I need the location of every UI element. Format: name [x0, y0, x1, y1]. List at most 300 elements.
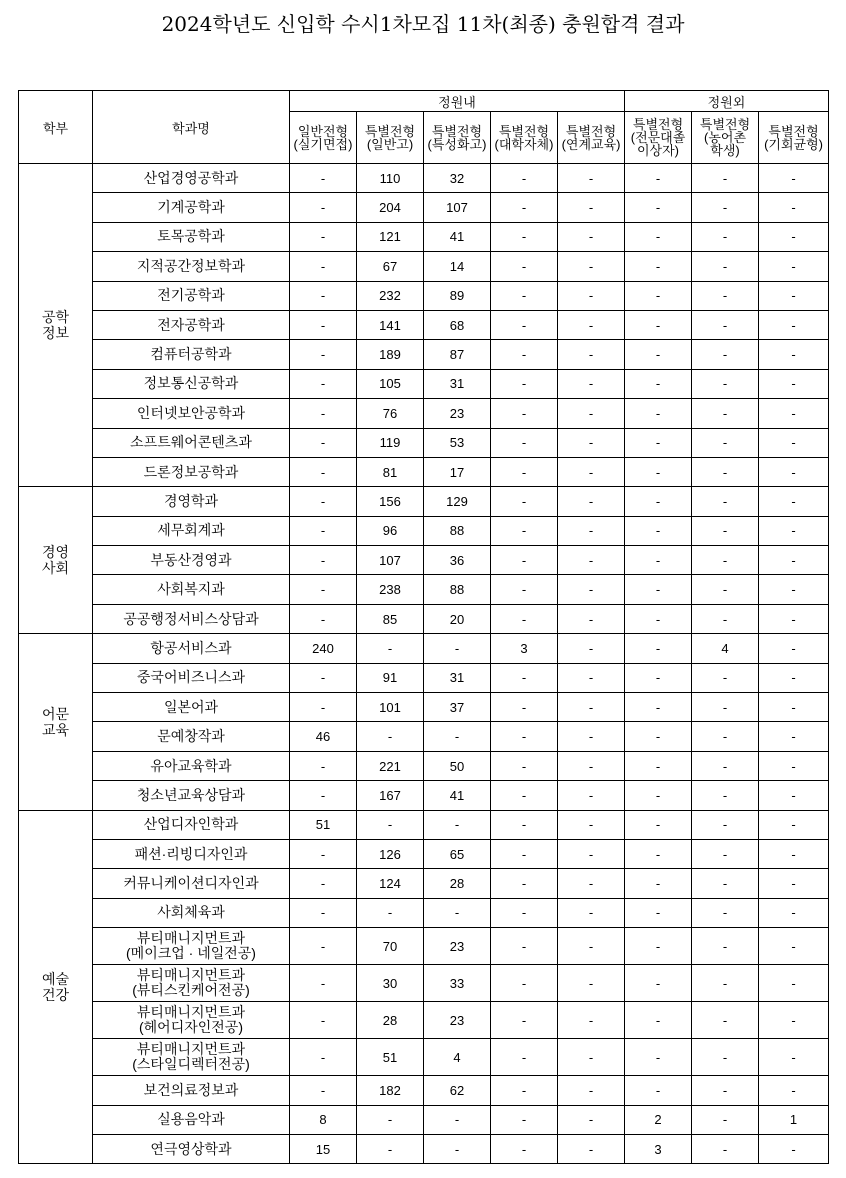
count-cell: -	[558, 965, 625, 1002]
count-cell: -	[491, 222, 558, 251]
table-row	[19, 252, 829, 281]
count-cell: 89	[424, 281, 491, 310]
count-cell: -	[759, 869, 829, 898]
count-cell: 23	[424, 928, 491, 965]
major-name-line: 문예창작과	[157, 728, 225, 745]
count-cell: -	[759, 428, 829, 457]
count-cell: -	[692, 487, 759, 516]
major-name-cell	[93, 781, 290, 810]
count-cell: -	[759, 965, 829, 1002]
major-name-cell	[93, 722, 290, 751]
admission-type-line: 특별전형	[768, 123, 819, 139]
major-name-cell	[93, 399, 290, 428]
count-cell: 88	[424, 516, 491, 545]
count-cell: 3	[491, 634, 558, 663]
count-cell: -	[692, 428, 759, 457]
table-header	[19, 91, 829, 164]
count-cell: -	[357, 810, 424, 839]
count-cell: 96	[357, 516, 424, 545]
count-cell: -	[558, 810, 625, 839]
major-name-cell	[93, 487, 290, 516]
count-cell: -	[625, 369, 692, 398]
admission-type-line: 학생)	[710, 143, 740, 158]
major-name-cell	[93, 281, 290, 310]
count-cell: -	[625, 428, 692, 457]
table-row	[19, 693, 829, 722]
count-cell: -	[491, 369, 558, 398]
count-cell: -	[357, 898, 424, 927]
count-cell: -	[625, 487, 692, 516]
page-title: 2024학년도 신입학 수시1차모집 11차(최종) 충원합격 결과	[161, 12, 685, 36]
count-cell: -	[692, 869, 759, 898]
count-cell: -	[290, 1076, 357, 1105]
count-cell: -	[625, 516, 692, 545]
count-cell: -	[692, 516, 759, 545]
count-cell: -	[558, 457, 625, 486]
count-cell: 17	[424, 457, 491, 486]
table-row	[19, 928, 829, 965]
count-cell: -	[625, 252, 692, 281]
count-cell: -	[759, 340, 829, 369]
count-cell: -	[759, 928, 829, 965]
division-cell	[19, 634, 93, 810]
major-name-cell	[93, 575, 290, 604]
count-cell: -	[290, 164, 357, 193]
count-cell: -	[759, 1039, 829, 1076]
count-cell: 105	[357, 369, 424, 398]
count-cell: -	[290, 693, 357, 722]
major-name-line: 소프트웨어콘텐츠과	[130, 434, 252, 451]
admission-type-line: (연계교육)	[561, 136, 621, 152]
count-cell: 50	[424, 751, 491, 780]
count-cell: 68	[424, 310, 491, 339]
count-cell: -	[625, 898, 692, 927]
major-name-cell	[93, 164, 290, 193]
count-cell: -	[759, 516, 829, 545]
major-name-cell	[93, 369, 290, 398]
count-cell: -	[290, 340, 357, 369]
count-cell: -	[491, 1002, 558, 1039]
count-cell: -	[558, 369, 625, 398]
count-cell: -	[558, 1134, 625, 1163]
count-cell: -	[759, 193, 829, 222]
count-cell: -	[491, 722, 558, 751]
count-cell: -	[692, 369, 759, 398]
major-name-line: 정보통신공학과	[143, 375, 239, 392]
count-cell: -	[759, 1002, 829, 1039]
count-cell: -	[625, 663, 692, 692]
count-cell: 41	[424, 781, 491, 810]
admission-type-header	[357, 112, 424, 164]
count-cell: -	[692, 965, 759, 1002]
count-cell: -	[290, 1039, 357, 1076]
count-cell: 28	[357, 1002, 424, 1039]
major-name-line: 기계공학과	[157, 199, 225, 216]
major-name-cell	[93, 928, 290, 965]
count-cell: -	[357, 722, 424, 751]
major-name-line: 뷰티매니지먼트과	[136, 930, 246, 947]
major-name-cell	[93, 516, 290, 545]
count-cell: -	[692, 1105, 759, 1134]
count-cell: -	[625, 164, 692, 193]
major-name-cell	[93, 810, 290, 839]
major-name-cell	[93, 663, 290, 692]
count-cell: -	[491, 810, 558, 839]
count-cell: -	[692, 751, 759, 780]
count-cell: -	[558, 193, 625, 222]
admission-type-header	[558, 112, 625, 164]
major-name-line: 중국어비즈니스과	[136, 669, 246, 686]
table-row	[19, 193, 829, 222]
count-cell: 8	[290, 1105, 357, 1134]
admission-type-line: 특별전형	[364, 123, 416, 139]
count-cell: -	[357, 1105, 424, 1134]
count-cell: -	[692, 693, 759, 722]
admission-type-header	[692, 112, 759, 164]
admission-type-line: (특성화고)	[427, 136, 487, 152]
count-cell: -	[491, 281, 558, 310]
admission-type-header	[491, 112, 558, 164]
major-name-line: 유아교육학과	[150, 757, 232, 774]
table-row	[19, 575, 829, 604]
count-cell: 240	[290, 634, 357, 663]
admission-type-line: 특별전형	[431, 123, 483, 139]
count-cell: 4	[424, 1039, 491, 1076]
count-cell: -	[558, 781, 625, 810]
admission-type-header	[759, 112, 829, 164]
count-cell: -	[759, 487, 829, 516]
count-cell: -	[625, 751, 692, 780]
count-cell: 110	[357, 164, 424, 193]
count-cell: -	[759, 222, 829, 251]
count-cell: -	[759, 1134, 829, 1163]
count-cell: -	[692, 663, 759, 692]
count-cell: -	[424, 722, 491, 751]
count-cell: -	[558, 1002, 625, 1039]
major-name-cell	[93, 252, 290, 281]
major-name-line: 부동산경영과	[150, 551, 232, 568]
count-cell: 167	[357, 781, 424, 810]
major-name-line: 보건의료정보과	[143, 1081, 239, 1098]
count-cell: -	[625, 1039, 692, 1076]
count-cell: 129	[424, 487, 491, 516]
count-cell: 28	[424, 869, 491, 898]
admission-type-line: 특별전형	[565, 123, 617, 139]
count-cell: -	[491, 516, 558, 545]
count-cell: -	[491, 965, 558, 1002]
count-cell: -	[692, 928, 759, 965]
major-name-line: 컴퓨터공학과	[150, 346, 232, 363]
table-row	[19, 1039, 829, 1076]
major-name-line: 인터넷보안공학과	[136, 404, 246, 421]
count-cell: -	[759, 546, 829, 575]
count-cell: -	[558, 634, 625, 663]
count-cell: -	[692, 810, 759, 839]
division-name-line: 어문	[41, 705, 70, 722]
admission-type-line: 일반전형	[297, 123, 349, 139]
count-cell: -	[491, 1134, 558, 1163]
count-cell: -	[290, 516, 357, 545]
major-name-line: (헤어디자인전공)	[139, 1019, 243, 1036]
table-row	[19, 810, 829, 839]
division-name-line: 정보	[41, 325, 70, 342]
outside-quota-header: 정원외	[625, 91, 829, 112]
count-cell: 51	[290, 810, 357, 839]
count-cell: -	[625, 810, 692, 839]
count-cell: -	[558, 487, 625, 516]
division-name-line: 경영	[41, 544, 70, 561]
count-cell: -	[759, 457, 829, 486]
count-cell: -	[491, 839, 558, 868]
within-quota-header: 정원내	[290, 91, 625, 112]
count-cell: -	[692, 898, 759, 927]
count-cell: 41	[424, 222, 491, 251]
major-name-cell	[93, 1002, 290, 1039]
major-name-cell	[93, 1039, 290, 1076]
count-cell: -	[625, 546, 692, 575]
count-cell: -	[625, 869, 692, 898]
major-name-cell	[93, 898, 290, 927]
table-row	[19, 1076, 829, 1105]
count-cell: -	[558, 281, 625, 310]
count-cell: 23	[424, 1002, 491, 1039]
count-cell: -	[759, 252, 829, 281]
major-name-cell	[93, 193, 290, 222]
count-cell: -	[424, 810, 491, 839]
count-cell: -	[424, 634, 491, 663]
admission-type-line: 특별전형	[699, 117, 751, 132]
table-row	[19, 369, 829, 398]
count-cell: 46	[290, 722, 357, 751]
count-cell: -	[692, 1039, 759, 1076]
count-cell: 189	[357, 340, 424, 369]
major-name-line: 토목공학과	[157, 228, 225, 245]
count-cell: -	[759, 810, 829, 839]
count-cell: -	[625, 281, 692, 310]
count-cell: -	[290, 222, 357, 251]
major-name-line: 뷰티매니지먼트과	[136, 967, 246, 984]
count-cell: 23	[424, 399, 491, 428]
count-cell: -	[558, 898, 625, 927]
admission-type-line: 특별전형	[632, 117, 684, 132]
table-row	[19, 457, 829, 486]
count-cell: 31	[424, 369, 491, 398]
col-major-header: 학과명	[93, 91, 290, 164]
admission-results-table	[18, 90, 829, 1164]
major-name-line: 항공서비스과	[150, 639, 232, 656]
count-cell: -	[625, 399, 692, 428]
count-cell: 76	[357, 399, 424, 428]
table-row	[19, 222, 829, 251]
count-cell: -	[290, 898, 357, 927]
count-cell: 4	[692, 634, 759, 663]
division-name-line: 공학	[41, 309, 70, 326]
count-cell: -	[692, 457, 759, 486]
count-cell: 107	[357, 546, 424, 575]
count-cell: -	[491, 575, 558, 604]
division-cell	[19, 164, 93, 487]
major-name-line: 청소년교육상담과	[136, 786, 246, 803]
major-name-cell	[93, 457, 290, 486]
admission-type-line: (기회균형)	[764, 136, 823, 152]
major-name-cell	[93, 751, 290, 780]
count-cell: -	[290, 575, 357, 604]
major-name-line: (메이크업 · 네일전공)	[126, 945, 256, 962]
count-cell: -	[558, 722, 625, 751]
count-cell: -	[558, 663, 625, 692]
count-cell: -	[491, 1105, 558, 1134]
table-row	[19, 663, 829, 692]
count-cell: 20	[424, 604, 491, 633]
major-name-line: 뷰티매니지먼트과	[136, 1004, 246, 1021]
count-cell: -	[625, 693, 692, 722]
major-name-cell	[93, 310, 290, 339]
count-cell: -	[625, 575, 692, 604]
count-cell: -	[558, 399, 625, 428]
col-division-header: 학부	[19, 91, 93, 164]
count-cell: -	[625, 1076, 692, 1105]
count-cell: -	[759, 898, 829, 927]
count-cell: -	[759, 781, 829, 810]
count-cell: -	[692, 604, 759, 633]
count-cell: -	[491, 898, 558, 927]
count-cell: -	[357, 1134, 424, 1163]
count-cell: -	[290, 965, 357, 1002]
admission-type-header	[290, 112, 357, 164]
count-cell: -	[290, 310, 357, 339]
count-cell: -	[625, 1002, 692, 1039]
count-cell: 15	[290, 1134, 357, 1163]
count-cell: 62	[424, 1076, 491, 1105]
count-cell: -	[491, 310, 558, 339]
major-name-line: 전기공학과	[157, 287, 225, 304]
count-cell: -	[290, 869, 357, 898]
count-cell: -	[625, 781, 692, 810]
count-cell: 31	[424, 663, 491, 692]
count-cell: -	[491, 928, 558, 965]
count-cell: -	[290, 252, 357, 281]
admission-type-line: (일반고)	[366, 136, 414, 152]
table-row	[19, 869, 829, 898]
count-cell: -	[625, 193, 692, 222]
count-cell: -	[558, 340, 625, 369]
major-name-line: 세무회계과	[157, 522, 225, 539]
count-cell: -	[290, 193, 357, 222]
count-cell: -	[759, 164, 829, 193]
major-name-line: 뷰티매니지먼트과	[136, 1041, 246, 1058]
admission-type-line: 이상자)	[637, 143, 680, 158]
count-cell: -	[625, 722, 692, 751]
count-cell: 33	[424, 965, 491, 1002]
count-cell: 85	[357, 604, 424, 633]
count-cell: -	[625, 928, 692, 965]
count-cell: 182	[357, 1076, 424, 1105]
count-cell: -	[491, 428, 558, 457]
table-row	[19, 781, 829, 810]
count-cell: -	[290, 281, 357, 310]
table-row	[19, 164, 829, 193]
admission-type-header	[625, 112, 692, 164]
count-cell: -	[558, 751, 625, 780]
division-cell	[19, 810, 93, 1164]
division-name-line: 예술	[41, 970, 70, 987]
count-cell: -	[491, 193, 558, 222]
major-name-line: 커뮤니케이션디자인과	[123, 875, 259, 892]
major-name-line: 전자공학과	[157, 316, 225, 333]
count-cell: -	[558, 604, 625, 633]
count-cell: -	[491, 546, 558, 575]
count-cell: -	[491, 1039, 558, 1076]
count-cell: -	[692, 781, 759, 810]
count-cell: -	[558, 428, 625, 457]
count-cell: -	[290, 457, 357, 486]
count-cell: -	[491, 751, 558, 780]
major-name-cell	[93, 693, 290, 722]
table-row	[19, 898, 829, 927]
count-cell: 3	[625, 1134, 692, 1163]
major-name-cell	[93, 1076, 290, 1105]
count-cell: -	[491, 399, 558, 428]
count-cell: -	[759, 310, 829, 339]
count-cell: -	[759, 575, 829, 604]
major-name-cell	[93, 546, 290, 575]
count-cell: -	[759, 722, 829, 751]
count-cell: 2	[625, 1105, 692, 1134]
count-cell: -	[759, 281, 829, 310]
count-cell: -	[692, 1002, 759, 1039]
count-cell: -	[625, 310, 692, 339]
count-cell: -	[625, 965, 692, 1002]
major-name-cell	[93, 965, 290, 1002]
count-cell: 14	[424, 252, 491, 281]
count-cell: -	[759, 751, 829, 780]
count-cell: -	[290, 546, 357, 575]
count-cell: 238	[357, 575, 424, 604]
major-name-cell	[93, 1105, 290, 1134]
count-cell: 67	[357, 252, 424, 281]
major-name-line: (뷰티스킨케어전공)	[132, 982, 250, 999]
count-cell: -	[625, 839, 692, 868]
count-cell: -	[625, 634, 692, 663]
count-cell: -	[491, 781, 558, 810]
count-cell: -	[558, 222, 625, 251]
count-cell: -	[491, 487, 558, 516]
count-cell: -	[558, 546, 625, 575]
major-name-line: 공공행정서비스상담과	[123, 610, 259, 627]
admission-type-line: (대학자체)	[494, 136, 554, 152]
major-name-cell	[93, 1134, 290, 1163]
count-cell: 91	[357, 663, 424, 692]
count-cell: -	[491, 252, 558, 281]
count-cell: -	[692, 310, 759, 339]
count-cell: -	[692, 281, 759, 310]
count-cell: -	[558, 575, 625, 604]
count-cell: -	[357, 634, 424, 663]
major-name-line: (스타일디렉터전공)	[132, 1056, 250, 1073]
major-name-cell	[93, 604, 290, 633]
count-cell: -	[558, 252, 625, 281]
count-cell: -	[759, 604, 829, 633]
count-cell: -	[692, 1134, 759, 1163]
table-row	[19, 722, 829, 751]
table-row	[19, 340, 829, 369]
major-name-cell	[93, 869, 290, 898]
count-cell: -	[625, 457, 692, 486]
table-row	[19, 428, 829, 457]
count-cell: 87	[424, 340, 491, 369]
table-row	[19, 310, 829, 339]
admission-type-line: (농어촌	[704, 130, 747, 145]
